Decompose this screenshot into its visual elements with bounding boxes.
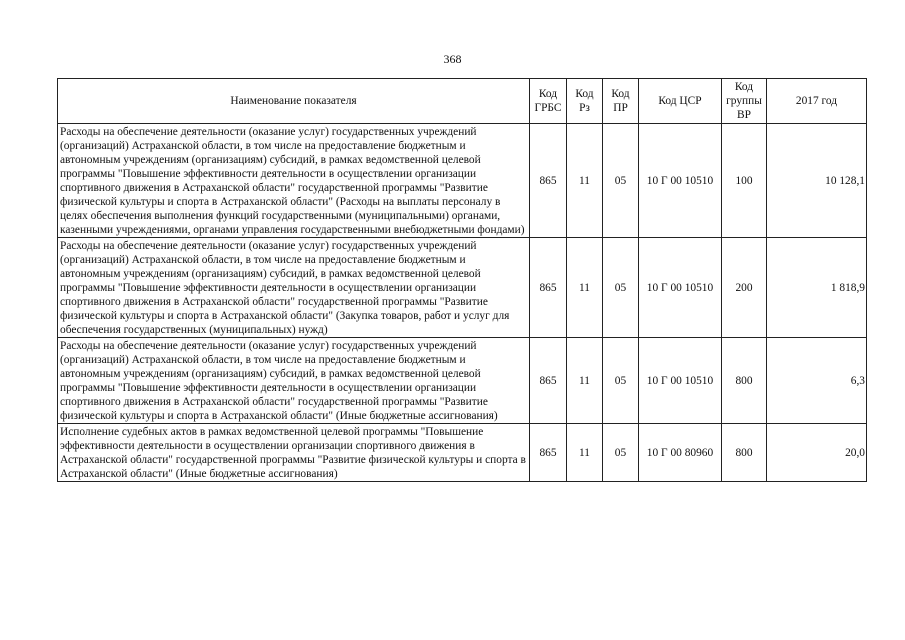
row-csr: 10 Г 00 10510: [639, 124, 722, 238]
table-row: [58, 424, 867, 482]
row-vr: 100: [722, 124, 767, 238]
row-amount: 6,3: [767, 338, 867, 424]
row-grbs: 865: [530, 124, 567, 238]
row-pr: 05: [603, 238, 639, 338]
row-rz: 11: [567, 338, 603, 424]
row-vr: 800: [722, 424, 767, 482]
row-rz: 11: [567, 124, 603, 238]
row-amount: 20,0: [767, 424, 867, 482]
row-vr: 800: [722, 338, 767, 424]
row-csr: 10 Г 00 80960: [639, 424, 722, 482]
table-row: [58, 338, 867, 424]
header-pr: Код ПР: [603, 79, 639, 124]
row-csr: 10 Г 00 10510: [639, 338, 722, 424]
row-pr: 05: [603, 124, 639, 238]
header-year: 2017 год: [767, 79, 867, 124]
row-rz: 11: [567, 238, 603, 338]
header-csr: Код ЦСР: [639, 79, 722, 124]
header-name: Наименование показателя: [58, 79, 530, 124]
row-name: Исполнение судебных актов в рамках ведомственной целевой программы "Повышение эффективности деятельности в осуществлении организации спортивного движения в Астраханской области" государственной программы "Развитие физической культуры и спорта в Астраханской области" (Иные бюджетные ассигнования): [58, 424, 530, 482]
row-name: Расходы на обеспечение деятельности (оказание услуг) государственных учреждений (организаций) Астраханской области, в том числе на предоставление бюджетным и автономным учреждениям (организациям) субсидий, в рамках ведомственной целевой программы "Повышение эффективности деятельности в осуществлении организации спортивного движения в Астраханской области" государственной программы "Развитие физической культуры и спорта в Астраханской области" (Иные бюджетные ассигнования): [58, 338, 530, 424]
table-row: [58, 124, 867, 238]
table-header-row: [58, 79, 867, 124]
row-amount: 10 128,1: [767, 124, 867, 238]
budget-table: [57, 78, 867, 482]
row-pr: 05: [603, 424, 639, 482]
row-pr: 05: [603, 338, 639, 424]
row-name: Расходы на обеспечение деятельности (оказание услуг) государственных учреждений (организаций) Астраханской области, в том числе на предоставление бюджетным и автономным учреждениям (организациям) субсидий, в рамках ведомственной целевой программы "Повышение эффективности деятельности в осуществлении организации спортивного движения в Астраханской области" государственной программы "Развитие физической культуры и спорта в Астраханской области" (Закупка товаров, работ и услуг для обеспечения государственных (муниципальных) нужд): [58, 238, 530, 338]
header-grbs: Код ГРБС: [530, 79, 567, 124]
header-vr: Код группы ВР: [722, 79, 767, 124]
table-row: [58, 238, 867, 338]
row-csr: 10 Г 00 10510: [639, 238, 722, 338]
page-number: 368: [443, 52, 462, 66]
row-grbs: 865: [530, 238, 567, 338]
row-amount: 1 818,9: [767, 238, 867, 338]
row-grbs: 865: [530, 424, 567, 482]
header-rz: Код Рз: [567, 79, 603, 124]
row-grbs: 865: [530, 338, 567, 424]
row-vr: 200: [722, 238, 767, 338]
row-rz: 11: [567, 424, 603, 482]
row-name: Расходы на обеспечение деятельности (оказание услуг) государственных учреждений (организаций) Астраханской области, в том числе на предоставление бюджетным и автономным учреждениям (организациям) субсидий, в рамках ведомственной целевой программы "Повышение эффективности деятельности в осуществлении организации спортивного движения в Астраханской области" государственной программы "Развитие физической культуры и спорта в Астраханской области" (Расходы на выплаты персоналу в целях обеспечения выполнения функций государственными (муниципальными) органами, казенными учреждениями, органами управления государственными внебюджетными фондами): [58, 124, 530, 238]
